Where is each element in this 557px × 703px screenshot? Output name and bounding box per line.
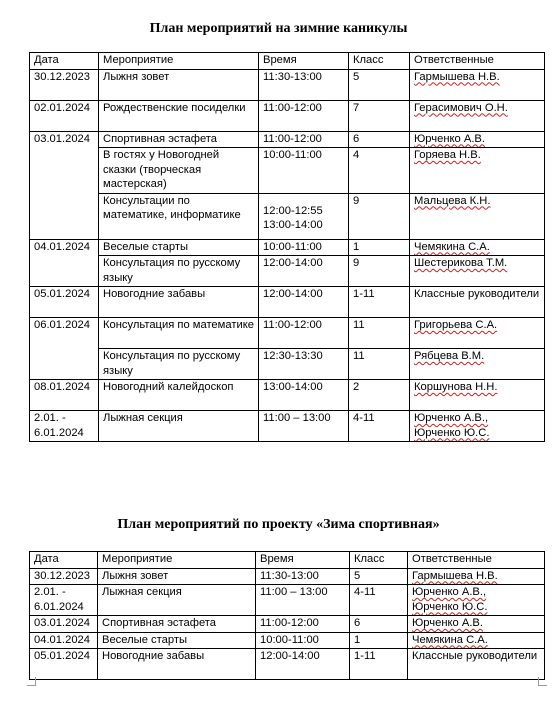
responsible-name: Гармышева Н.В.	[412, 569, 498, 582]
row-date: 04.01.2024	[30, 239, 99, 287]
row-time: 11:00-12:00	[259, 318, 349, 349]
row-time: 11:30-13:00	[259, 69, 349, 100]
row-date: 06.01.2024	[30, 318, 99, 380]
header-date: Дата	[30, 552, 98, 569]
row-event: Консультация по русскому языку	[99, 256, 259, 287]
table-row	[30, 148, 545, 194]
responsible-name: Коршунова Н.Н.	[414, 381, 498, 393]
table-row	[30, 131, 545, 148]
row-class: 6	[349, 131, 410, 148]
row-event: Новогодние забавы	[98, 649, 256, 680]
row-responsible	[410, 349, 545, 380]
header-event: Мероприятие	[99, 53, 259, 70]
row-class: 1-11	[349, 287, 410, 318]
row-class: 4-11	[350, 585, 408, 616]
table-row	[30, 585, 545, 616]
row-time: 11:30-13:00	[256, 568, 350, 585]
row-responsible	[410, 100, 545, 131]
document-title-sport-winter: План мероприятий по проекту «Зима спортивная»	[117, 517, 440, 532]
row-event: Рождественские посиделки	[99, 100, 259, 131]
row-class: 11	[349, 318, 410, 349]
row-time: 10:00-11:00	[259, 148, 349, 194]
row-event: Лыжня зовет	[99, 69, 259, 100]
row-time: 11:00 – 13:00	[259, 411, 349, 442]
row-responsible	[408, 632, 545, 649]
row-class: 1	[350, 632, 408, 649]
row-time	[259, 193, 349, 239]
responsible-name: Чемякина С.А.	[412, 633, 488, 646]
row-event: В гостях у Новогодней сказки (творческая мастерская)	[99, 148, 259, 194]
row-event: Новогодний калейдоскоп	[99, 380, 259, 411]
row-responsible	[410, 193, 545, 239]
table-row	[30, 256, 545, 287]
header-responsible: Ответственные	[410, 53, 545, 70]
winter-holidays-table	[29, 52, 545, 442]
responsible-name: Чемякина С.А.	[414, 240, 490, 253]
row-class: 5	[350, 568, 408, 585]
row-class: 11	[349, 349, 410, 380]
row-time: 11:00-12:00	[259, 100, 349, 131]
row-event: Спортивная эстафета	[99, 131, 259, 148]
table-row	[30, 287, 545, 318]
table-header-row	[30, 53, 545, 70]
header-responsible: Ответственные	[408, 552, 545, 569]
row-date: 05.01.2024	[30, 287, 99, 318]
row-responsible: Классные руководители	[408, 649, 545, 680]
row-responsible	[410, 239, 545, 256]
responsible-name: Рябцева В.М.	[414, 350, 485, 362]
row-class: 9	[349, 256, 410, 287]
row-class: 4-11	[349, 411, 410, 442]
row-time: 13:00-14:00	[259, 380, 349, 411]
row-responsible	[410, 380, 545, 411]
row-class: 1	[349, 239, 410, 256]
row-date: 05.01.2024	[30, 649, 98, 680]
table-row	[30, 568, 545, 585]
row-class: 9	[349, 193, 410, 239]
table-row	[30, 239, 545, 256]
row-class: 6	[350, 616, 408, 633]
row-date: 2.01. - 6.01.2024	[30, 585, 98, 616]
header-class: Класс	[350, 552, 408, 569]
responsible-name: Герасимович О.Н.	[414, 101, 508, 114]
row-event: Лыжная секция	[99, 411, 259, 442]
header-class: Класс	[349, 53, 410, 70]
row-responsible	[408, 616, 545, 633]
responsible-name: Гармышева Н.В.	[414, 70, 500, 83]
row-class: 5	[349, 69, 410, 100]
row-date: 30.12.2023	[30, 568, 98, 585]
responsible-name: Мальцева К.Н.	[414, 194, 491, 207]
row-date: 02.01.2024	[30, 100, 99, 131]
row-event: Консультации по математике, информатике	[99, 193, 259, 239]
table-row	[30, 649, 545, 680]
row-event: Консультация по математике	[99, 318, 259, 349]
row-class: 2	[349, 380, 410, 411]
row-date: 03.01.2024	[30, 131, 99, 239]
row-time: 11:00-12:00	[259, 131, 349, 148]
table-row	[30, 69, 545, 100]
sport-winter-table	[29, 551, 545, 680]
row-event: Лыжня зовет	[98, 568, 256, 585]
row-time: 10:00-11:00	[259, 239, 349, 256]
table-row	[30, 349, 545, 380]
row-responsible: Классные руководители	[410, 287, 545, 318]
row-time: 12:00-14:00	[259, 287, 349, 318]
time-slot: 13:00-14:00	[263, 219, 323, 231]
row-date: 03.01.2024	[30, 616, 98, 633]
header-event: Мероприятие	[98, 552, 256, 569]
row-event: Новогодние забавы	[99, 287, 259, 318]
row-event: Веселые старты	[99, 239, 259, 256]
responsible-name: Юрченко А.В.,	[414, 412, 489, 424]
page-corner-mark	[538, 677, 547, 686]
row-time: 10:00-11:00	[256, 632, 350, 649]
row-responsible	[408, 568, 545, 585]
table-row	[30, 100, 545, 131]
document-title-winter-holidays: План мероприятий на зимние каникулы	[149, 21, 408, 36]
time-slot: 12:00-12:55	[263, 204, 323, 217]
header-date: Дата	[30, 53, 99, 70]
row-time: 12:00-14:00	[259, 256, 349, 287]
page-corner-mark	[27, 677, 36, 686]
responsible-name: Юрченко Ю.С.	[412, 600, 488, 613]
row-event: Спортивная эстафета	[98, 616, 256, 633]
table-row	[30, 411, 545, 442]
row-event: Лыжная секция	[98, 585, 256, 616]
row-responsible	[410, 411, 545, 442]
table-row	[30, 616, 545, 633]
responsible-name: Шестерикова Т.М.	[414, 257, 508, 269]
responsible-name: Юрченко А.В.,	[412, 586, 487, 598]
row-event: Консультация по русскому языку	[99, 349, 259, 380]
row-date: 2.01. - 6.01.2024	[30, 411, 99, 442]
row-date: 30.12.2023	[30, 69, 99, 100]
table-row	[30, 380, 545, 411]
row-time: 11:00-12:00	[256, 616, 350, 633]
table-header-row	[30, 552, 545, 569]
row-date: 04.01.2024	[30, 632, 98, 649]
row-time: 12:30-13:30	[259, 349, 349, 380]
row-responsible	[410, 148, 545, 194]
responsible-name: Юрченко А.В.	[412, 617, 483, 629]
row-class: 7	[349, 100, 410, 131]
row-responsible	[410, 131, 545, 148]
row-responsible	[410, 69, 545, 100]
responsible-name: Григорьева С.А.	[414, 319, 498, 331]
responsible-name: Горяева Н.В.	[414, 149, 481, 161]
row-time: 12:00-14:00	[256, 649, 350, 680]
row-event: Веселые старты	[98, 632, 256, 649]
header-time: Время	[259, 53, 349, 70]
row-date: 08.01.2024	[30, 380, 99, 411]
table-row	[30, 632, 545, 649]
row-class: 1-11	[350, 649, 408, 680]
header-time: Время	[256, 552, 350, 569]
table-row	[30, 318, 545, 349]
row-responsible	[408, 585, 545, 616]
row-responsible	[410, 256, 545, 287]
row-responsible	[410, 318, 545, 349]
responsible-name: Юрченко Ю.С.	[414, 426, 490, 439]
table-row	[30, 193, 545, 239]
row-class: 4	[349, 148, 410, 194]
responsible-name: Юрченко А.В.	[414, 132, 485, 145]
row-time: 11:00 – 13:00	[256, 585, 350, 616]
